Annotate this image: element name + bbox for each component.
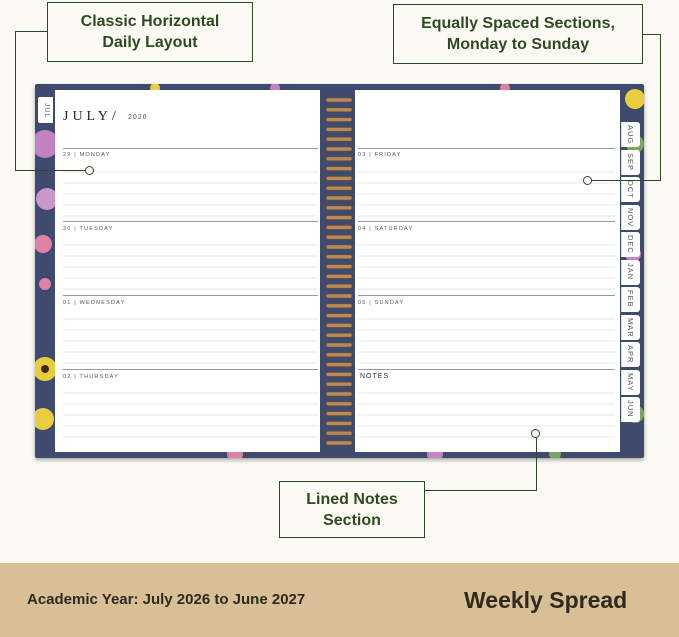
spiral-coil <box>326 323 352 327</box>
spiral-coil <box>326 176 352 180</box>
month-tab-nov[interactable] <box>621 205 640 230</box>
day-label: 03 | FRIDAY <box>358 152 402 158</box>
day-label: 01 | WEDNESDAY <box>63 300 126 306</box>
spiral-coil <box>326 98 352 102</box>
connector-line <box>15 31 16 171</box>
connector-line <box>536 438 537 491</box>
spiral-binding <box>323 92 355 447</box>
month-tab-jun[interactable] <box>621 397 640 422</box>
callout-line: Lined Notes <box>306 490 398 508</box>
connector-line <box>15 170 86 171</box>
spiral-coil <box>326 206 352 210</box>
spiral-coil <box>326 245 352 249</box>
spiral-coil <box>326 421 352 425</box>
connector-line <box>424 490 537 491</box>
spiral-coil <box>326 284 352 288</box>
tab-label: MAY <box>626 372 635 392</box>
spiral-coil <box>326 147 352 151</box>
weekly-spread-title: Weekly Spread <box>464 587 628 613</box>
spiral-coil <box>326 343 352 347</box>
spiral-coil <box>326 137 352 141</box>
spiral-coil <box>326 294 352 298</box>
tab-label: JUL <box>43 103 50 119</box>
spiral-coil <box>326 402 352 406</box>
spiral-coil <box>326 225 352 229</box>
notes-label: NOTES <box>360 373 390 380</box>
tab-label: MAR <box>626 317 635 338</box>
spiral-coil <box>326 392 352 396</box>
spiral-coil <box>326 431 352 435</box>
year-label: 2026 <box>128 114 148 121</box>
month-tab-aug[interactable] <box>621 122 640 147</box>
spiral-coil <box>326 235 352 239</box>
month-title: JULY/ <box>63 109 120 124</box>
callout-line: Daily Layout <box>102 34 198 51</box>
spiral-coil <box>326 167 352 171</box>
tab-label: SEP <box>626 152 635 171</box>
marker-dot <box>583 176 592 185</box>
tab-label: NOV <box>626 207 635 227</box>
connector-line <box>643 34 661 35</box>
spiral-coil <box>326 274 352 278</box>
tab-label: JUN <box>626 400 635 418</box>
day-label: 29 | MONDAY <box>63 152 111 158</box>
spiral-coil <box>326 333 352 337</box>
callout-line: Classic Horizontal <box>80 13 220 30</box>
callout-line: Equally Spaced Sections, <box>421 15 615 32</box>
spiral-coil <box>326 118 352 122</box>
tab-label: DEC <box>626 235 635 254</box>
month-tab-jan[interactable] <box>621 260 640 285</box>
day-label: 02 | THURSDAY <box>63 374 119 380</box>
spiral-coil <box>326 363 352 367</box>
tab-label: OCT <box>626 180 635 199</box>
spiral-coil <box>326 265 352 269</box>
spiral-coil <box>326 382 352 386</box>
spiral-coil <box>326 304 352 308</box>
spiral-coil <box>326 108 352 112</box>
spiral-coil <box>326 127 352 131</box>
spiral-coil <box>326 216 352 220</box>
tab-label: FEB <box>626 290 635 308</box>
day-label: 05 | SUNDAY <box>358 300 405 306</box>
tab-label: APR <box>626 345 635 364</box>
spiral-coil <box>326 157 352 161</box>
day-label: 30 | TUESDAY <box>63 226 114 232</box>
tab-label: JAN <box>626 262 635 280</box>
month-tab-sep[interactable] <box>621 150 640 175</box>
month-tab-may[interactable] <box>621 370 640 395</box>
callout-line: Section <box>323 511 381 529</box>
callout-line: Monday to Sunday <box>446 36 590 53</box>
spiral-coil <box>326 353 352 357</box>
connector-line <box>592 180 661 181</box>
marker-dot <box>85 166 94 175</box>
callout-notes-section <box>279 481 425 538</box>
spiral-coil <box>326 196 352 200</box>
spiral-coil <box>326 186 352 190</box>
connector-line <box>660 34 661 181</box>
academic-year-text: Academic Year: July 2026 to June 2027 <box>27 591 306 608</box>
month-tab-mar[interactable] <box>621 315 640 340</box>
connector-line <box>15 31 47 32</box>
spiral-coil <box>326 255 352 259</box>
day-label: 04 | SATURDAY <box>358 226 414 232</box>
spiral-coil <box>326 314 352 318</box>
tab-label: AUG <box>626 125 635 145</box>
footer-banner <box>0 563 679 637</box>
month-tab-feb[interactable] <box>621 287 640 312</box>
month-tab-dec[interactable] <box>621 232 640 257</box>
marker-dot <box>531 429 540 438</box>
spiral-coil <box>326 441 352 445</box>
month-tab-apr[interactable] <box>621 342 640 367</box>
spiral-coil <box>326 372 352 376</box>
spiral-coil <box>326 412 352 416</box>
